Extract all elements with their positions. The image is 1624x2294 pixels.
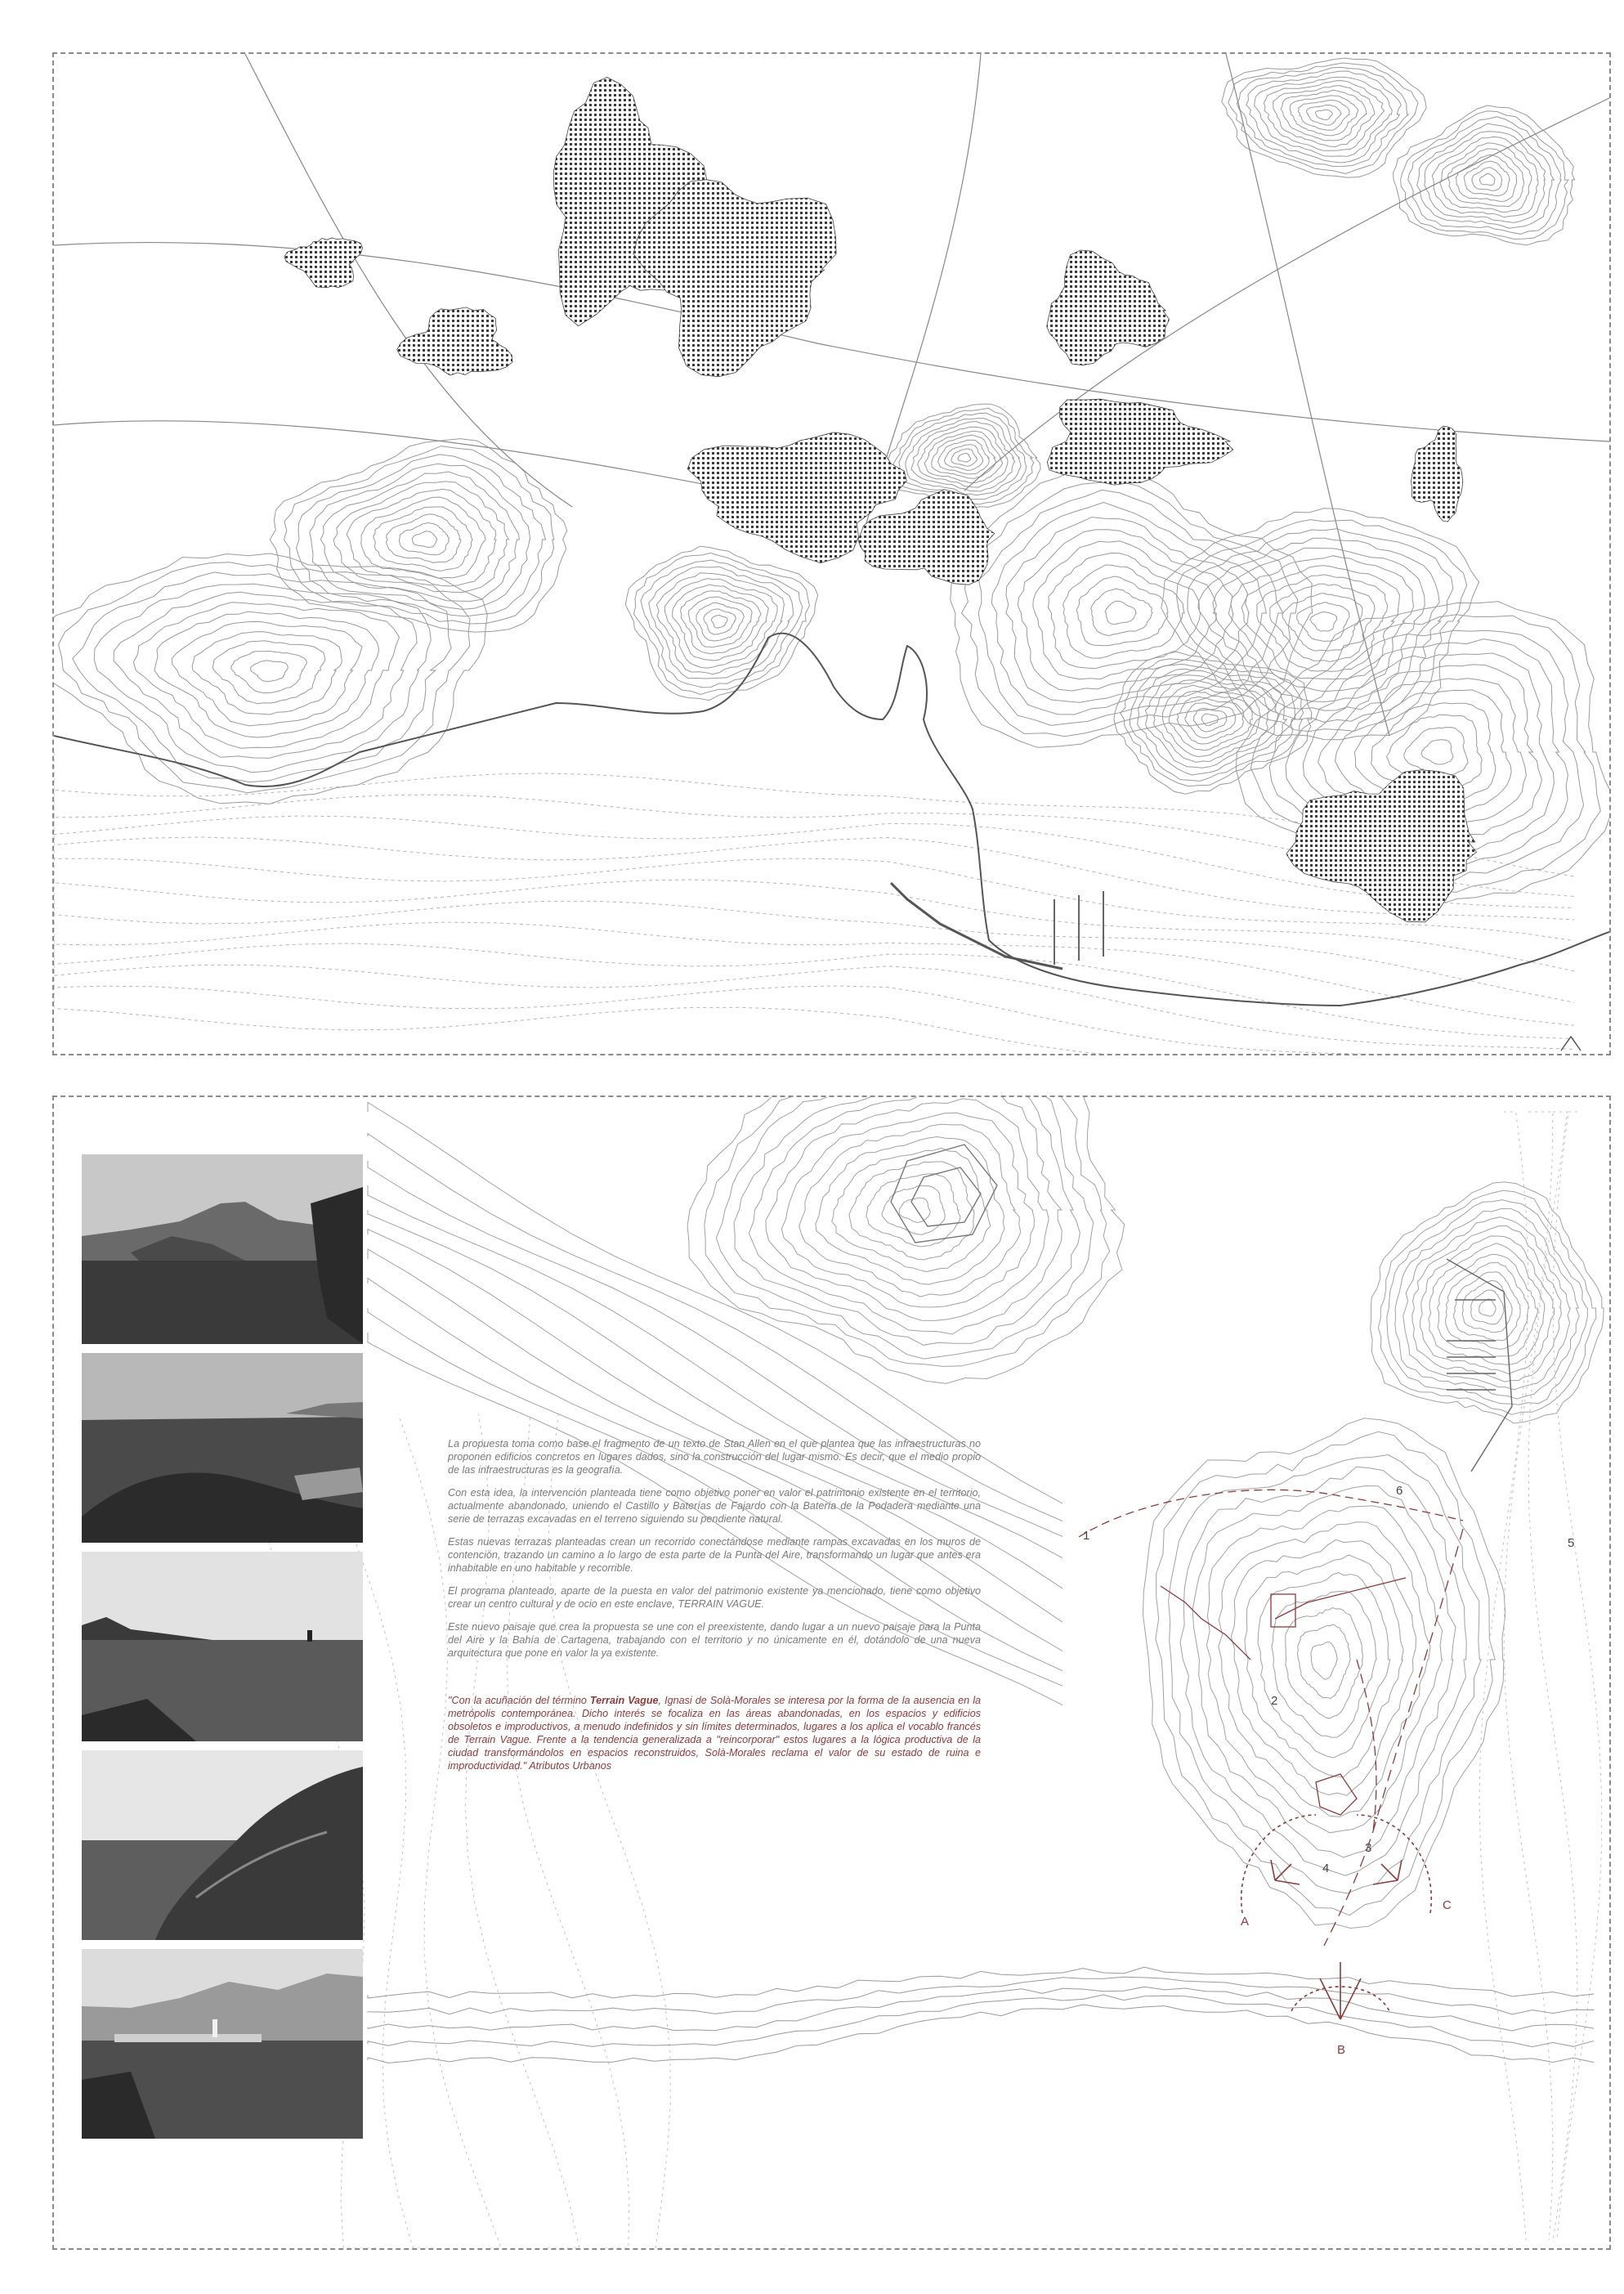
paragraph-2: Con esta idea, la intervención planteada tiene como objetivo poner en valor el patrimonio existente en el territorio, actualmente abandonado, uniendo el Castillo y Baterías de Fajardo con la Batería de la Podadera mediante una serie de terrazas excavadas en el terreno siguiendo su pendiente natural. xyxy=(448,1487,981,1525)
point-label-1: 1 xyxy=(1083,1529,1090,1543)
castle-fajardo xyxy=(891,1145,997,1243)
view-label-b: B xyxy=(1337,2043,1346,2057)
photo-sea-vegetation xyxy=(82,1353,363,1543)
point-label-2: 2 xyxy=(1271,1694,1278,1708)
point-label-3: 3 xyxy=(1365,1841,1372,1855)
point-label-6: 6 xyxy=(1396,1484,1403,1498)
photo-coast-mountain xyxy=(82,1154,363,1344)
view-label-c: C xyxy=(1443,1898,1452,1912)
point-label-4: 4 xyxy=(1322,1862,1330,1875)
quote-body: , Ignasi de Solà-Morales se interesa por la forma de la ausencia en la metrópolis contemporánea. Dicho interés se focaliza en las áreas abandonadas, en los espacios y edificios obsoletos e improductivos, a menudo indefinidos y sin límites determinados, lugares a los aplica el vocablo francés de Terrain Vague. Frente a la tendencia generalizada a "reincorporar" estos lugares a la lógica productiva de la ciudad transformándolos en espacios reconstruidos, Solà-Morales reclama el valor de su estado de ruina e improductividad." Atributos Urbanos xyxy=(448,1695,982,1772)
skyline-elevation xyxy=(368,1967,1594,2063)
view-cones xyxy=(1241,1815,1432,2019)
pier-structures xyxy=(1447,1259,1512,1472)
proposal-terraces xyxy=(1079,1490,1463,1946)
quote-intro: "Con la acuñación del término xyxy=(448,1695,590,1706)
photo-cliff xyxy=(82,1750,363,1940)
photo-harbor-breakwater xyxy=(82,1949,363,2139)
paragraph-1: La propuesta toma como base el fragmento de un texto de Stan Allen en el que plantea que las infraestructuras no proponen edificios concretos en lugares dados, sino la construcción del lugar mismo. Es decir, que el medio propio de las infraestructuras es la geografía. xyxy=(448,1438,981,1476)
paragraph-3: Estas nuevas terrazas planteadas crean un recorrido conectándose mediante rampas excavadas en los muros de contención, trazando un camino a lo largo de esta parte de la Punta del Aire, transformando un lugar que antes era inhabitable en uno habitable y recorrible. xyxy=(448,1536,981,1574)
paragraph-5: Este nuevo paisaje que crea la propuesta se une con el preexistente, dando lugar a un nuevo paisaje para la Punta del Aire y la Bahía de Cartagena, trabajando con el territorio y no únicamente en él, dotándolo de una nueva arquitectura que pone en valor la ya existente. xyxy=(448,1621,981,1659)
paragraph-4: El programa planteado, aparte de la puesta en valor del patrimonio existente ya mencionado, tiene como objetivo crear un centro cultural y de ocio en este enclave, TERRAIN VAGUE. xyxy=(448,1585,981,1610)
project-description xyxy=(448,1437,981,1782)
quote-solamorales xyxy=(448,1694,981,1772)
photo-bay-lighthouse xyxy=(82,1552,363,1741)
view-label-a: A xyxy=(1241,1915,1250,1929)
point-label-5: 5 xyxy=(1568,1536,1575,1550)
quote-term: Terrain Vague xyxy=(589,1695,659,1706)
